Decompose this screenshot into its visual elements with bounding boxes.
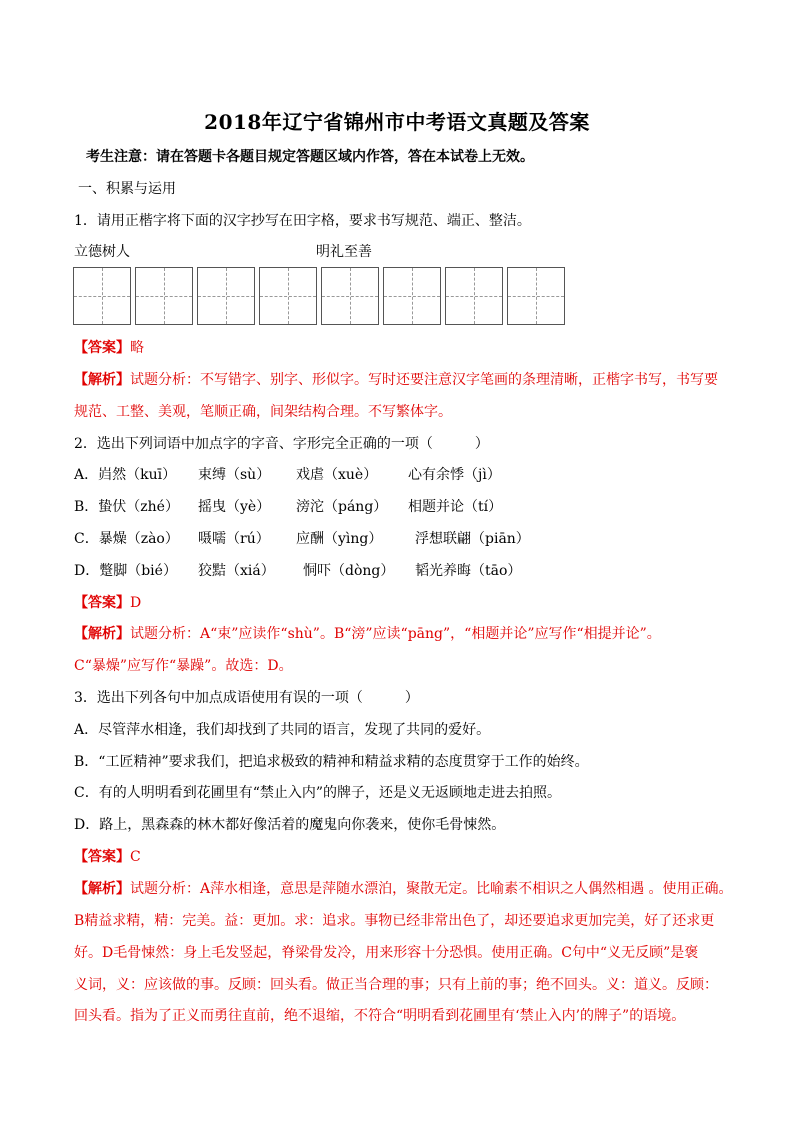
option-item: 狡黠（xiá） [198, 563, 275, 579]
answer-text: C [130, 849, 141, 865]
grid-cell [259, 267, 317, 325]
option-item: 浮想联翩（piān） [415, 531, 530, 547]
option-item: 戏虐（xuè） [296, 467, 378, 483]
q3-option-a: A．尽管萍水相逢，我们却找到了共同的语言，发现了共同的爱好。 [74, 722, 491, 738]
option-item: 束缚（sù） [198, 467, 271, 483]
grid-cell [445, 267, 503, 325]
grid-cell [135, 267, 193, 325]
q3-answer [74, 846, 141, 866]
q1-answer [74, 337, 144, 357]
option-item: 韬光养晦（tāo） [415, 563, 522, 579]
grid-cell [197, 267, 255, 325]
answer-text: D [130, 595, 142, 611]
option-item: 恫吓（dòng） [303, 563, 395, 579]
analysis-text: 规范、工整、美观，笔顺正确，间架结构合理。不写繁体字。 [74, 404, 452, 420]
q1-word-2: 明礼至善 [316, 244, 372, 260]
section-heading: 一、积累与运用 [78, 181, 176, 197]
option-item: 心有余悸（jì） [408, 467, 501, 483]
q3-stem: 3．选出下列各句中加点成语使用有误的一项（ ） [74, 690, 419, 706]
q2-analysis [74, 623, 661, 643]
option-item: A．岿然（kuī） [74, 467, 177, 483]
option-item: B．蛰伏（zhé） [74, 499, 179, 515]
answer-tag: 【答案】 [74, 595, 130, 611]
analysis-text: 试题分析：A“束”应读作“shù”。B“滂”应读“pāng”，“相题并论”应写作“相提并论”。 [130, 626, 661, 642]
grid-cell [383, 267, 441, 325]
exam-notice: 考生注意：请在答题卡各题目规定答题区域内作答，答在本试卷上无效。 [86, 149, 534, 165]
grid-cell [321, 267, 379, 325]
grid-cell [507, 267, 565, 325]
analysis-text: 义词，义：应该做的事。反顾：回头看。做正当合理的事；只有上前的事；绝不回头。义：道义。反顾： [74, 977, 718, 993]
analysis-tag: 【解析】 [74, 626, 130, 642]
analysis-tag: 【解析】 [74, 372, 130, 388]
option-item: 滂沱（páng） [296, 499, 388, 515]
answer-tag: 【答案】 [74, 340, 130, 356]
analysis-text: 试题分析：不写错字、别字、形似字。写时还要注意汉字笔画的条理清晰，正楷字书写，书写要 [130, 372, 718, 388]
analysis-text: C“暴燥”应写作“暴躁”。故选：D。 [74, 658, 293, 674]
q3-option-c: C．有的人明明看到花圃里有“禁止入内”的牌子，还是义无返顾地走进去拍照。 [74, 785, 562, 801]
option-item: C．暴燥（zào） [74, 531, 179, 547]
q3-analysis [74, 878, 733, 898]
analysis-text: 好。D毛骨悚然：身上毛发竖起，脊梁骨发冷，用来形容十分恐惧。使用正确。C句中“义无反顾”是褒 [74, 945, 699, 961]
q1-word-1: 立德树人 [74, 244, 130, 260]
analysis-text: 回头看。指为了正义而勇往直前，绝不退缩，不符合“明明看到花圃里有‘禁止入内’的牌子”的语境。 [74, 1008, 686, 1024]
option-item: 应酬（yìng） [296, 531, 383, 547]
grid-cell [73, 267, 131, 325]
analysis-text: 试题分析：A萍水相逢，意思是萍随水漂泊，聚散无定。比喻素不相识之人偶然相遇 。使用正确。 [130, 881, 733, 897]
q3-option-d: D．路上，黑森森的林木都好像活着的魔鬼向你袭来，使你毛骨悚然。 [74, 817, 506, 833]
q1-analysis [74, 369, 718, 389]
answer-text: 略 [130, 340, 144, 356]
analysis-text: B精益求精，精：完美。益：更加。求：追求。事物已经非常出色了，却还要追求更加完美，好了还求更 [74, 913, 715, 929]
analysis-tag: 【解析】 [74, 881, 130, 897]
answer-tag: 【答案】 [74, 849, 130, 865]
option-item: 摇曳（yè） [198, 499, 271, 515]
q2-answer [74, 592, 141, 612]
option-item: 嗫嚅（rú） [198, 531, 270, 547]
page-title: 2018年辽宁省锦州市中考语文真题及答案 [204, 110, 590, 134]
option-item: 相题并论（tí） [408, 499, 503, 515]
q2-stem: 2．选出下列词语中加点字的字音、字形完全正确的一项（ ） [74, 436, 489, 452]
option-item: D．蹩脚（bié） [74, 563, 177, 579]
q3-option-b: B．“工匠精神”要求我们，把追求极致的精神和精益求精的态度贯穿于工作的始终。 [74, 754, 589, 770]
q1-stem: 1．请用正楷字将下面的汉字抄写在田字格，要求书写规范、端正、整洁。 [74, 213, 531, 229]
